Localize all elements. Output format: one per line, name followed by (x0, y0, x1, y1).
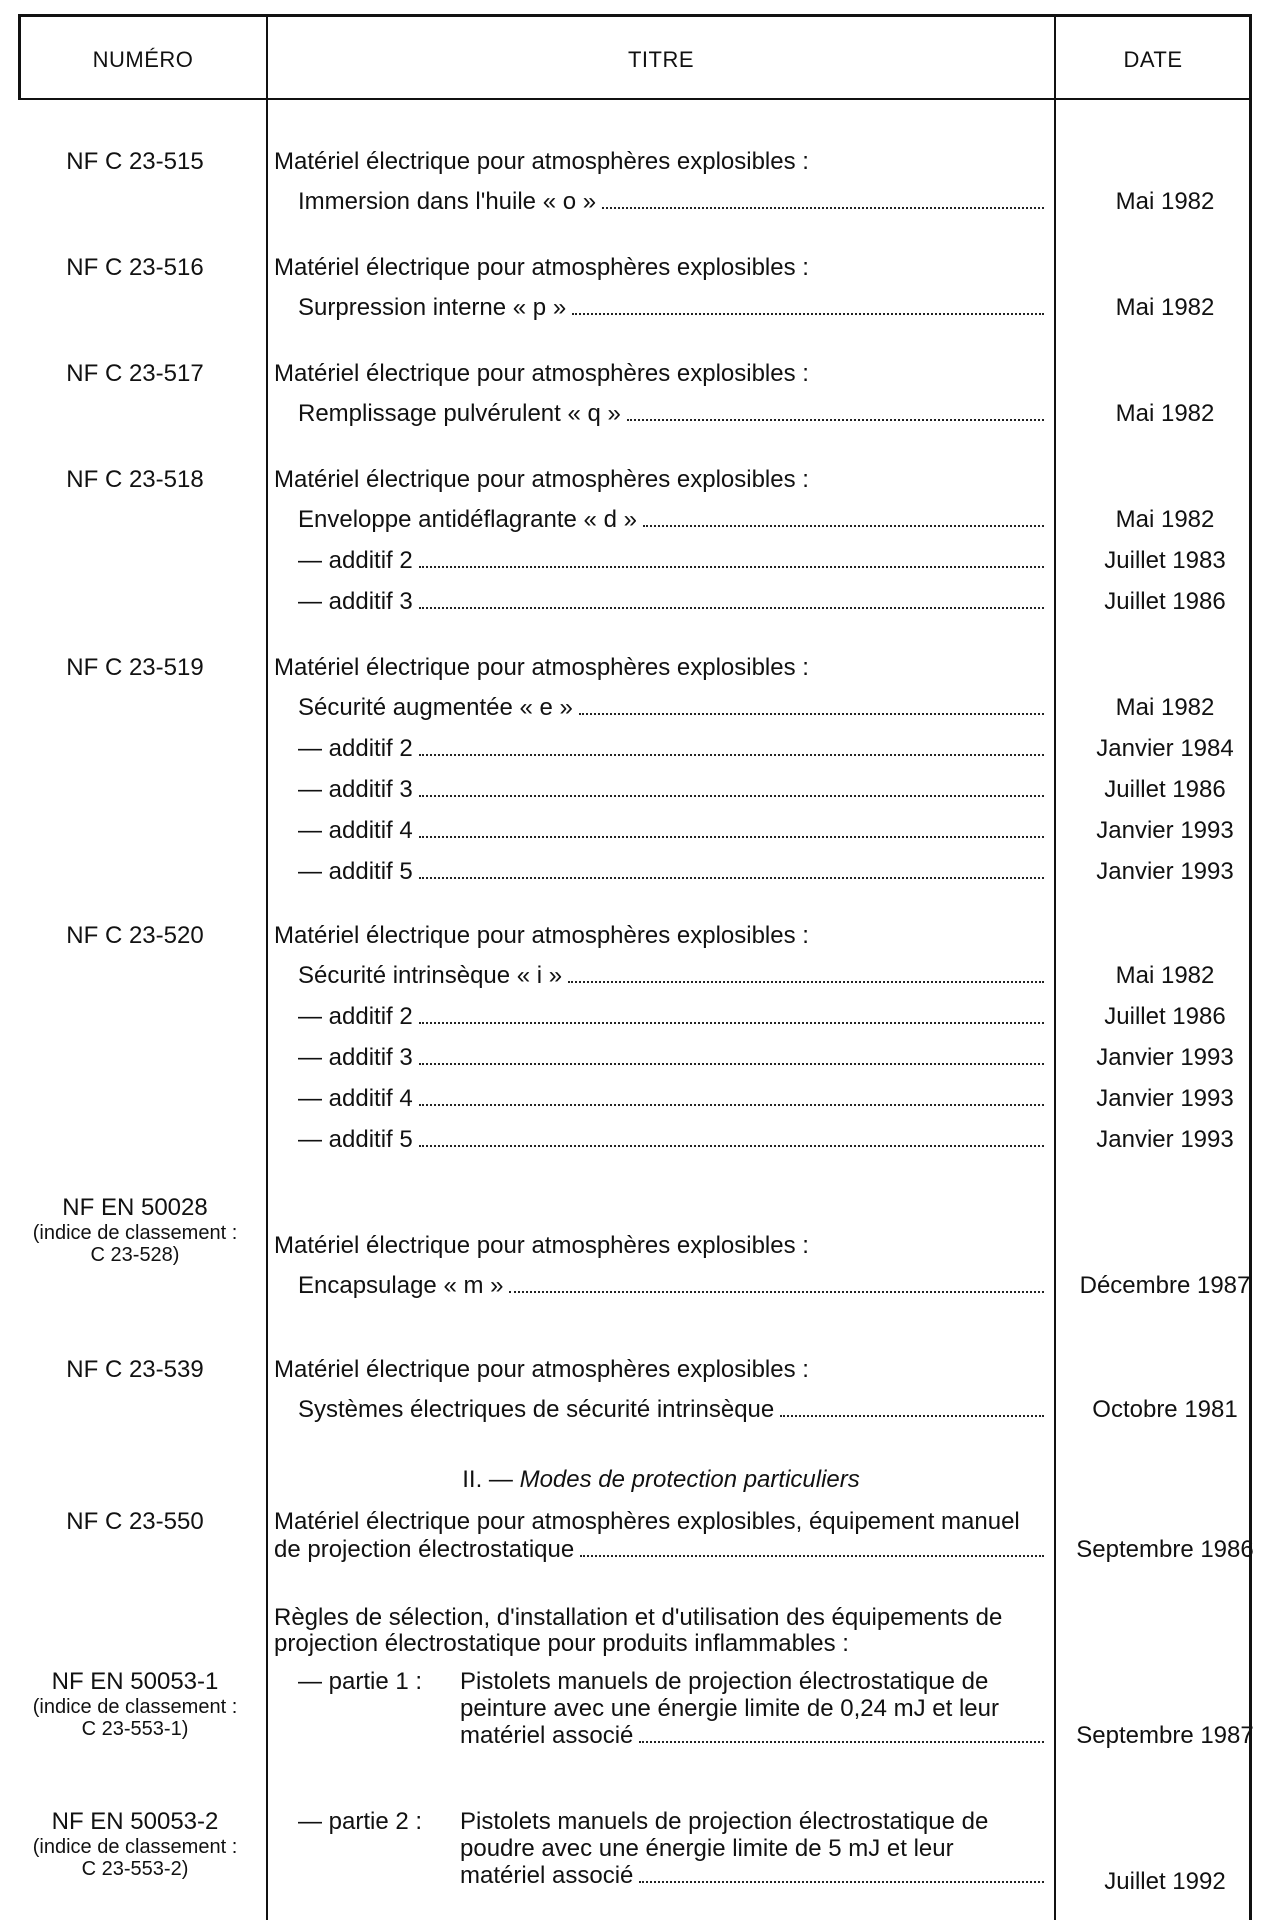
section-title (268, 1466, 1054, 1494)
part-line: poudre avec une énergie limite de 5 mJ et leur (460, 1835, 954, 1862)
numero-nf-c-23-519: NF C 23-519 (66, 654, 204, 681)
entry-line-text: Sécurité augmentée « e » (298, 694, 573, 721)
entry-line-text: — additif 5 (298, 858, 413, 885)
entry-line (298, 1044, 1046, 1072)
entry-line (298, 962, 1046, 990)
entry-date: Décembre 1987 (1079, 1272, 1251, 1299)
numero-nf-c-23-539: NF C 23-539 (66, 1356, 204, 1383)
dot-leader (419, 795, 1044, 797)
entry-line (298, 694, 1046, 722)
part-label: — partie 2 : (298, 1808, 423, 1835)
numero-indice-line: (indice de classement : (32, 1222, 238, 1244)
entry-line-text: — additif 3 (298, 776, 413, 803)
header-numero: NUMÉRO (92, 47, 194, 72)
numero-indice-line: C 23-553-2) (81, 1858, 189, 1880)
entry-line (298, 294, 1046, 322)
section-title-label: Modes de protection particuliers (519, 1466, 860, 1493)
numero-indice-line: (indice de classement : (32, 1696, 238, 1718)
part-date: Juillet 1992 (1104, 1868, 1226, 1895)
dot-leader (639, 1741, 1044, 1743)
entry-line (298, 188, 1046, 216)
entry-date: Mai 1982 (1115, 294, 1215, 321)
entry-line-text: — additif 3 (298, 1044, 413, 1071)
part-line (460, 1862, 1046, 1890)
entry-title: Matériel électrique pour atmosphères explosibles : (274, 654, 809, 681)
table-top-border (18, 14, 1252, 17)
column-divider-numero-titre (266, 14, 268, 1920)
entry-line (298, 1396, 1046, 1424)
section-title-prefix: II. — (462, 1466, 520, 1493)
rules-block-line1: Règles de sélection, d'installation et d'utilisation des équipements de (274, 1604, 1003, 1631)
dot-leader (419, 836, 1044, 838)
c23550-title-line2-text: de projection électrostatique (274, 1536, 575, 1563)
part-line: Pistolets manuels de projection électrostatique de (460, 1668, 989, 1695)
c23550-title-line1: Matériel électrique pour atmosphères explosibles, équipement manuel (274, 1508, 1020, 1535)
entry-line (298, 1272, 1046, 1300)
column-divider-titre-date (1054, 14, 1056, 1920)
dot-leader (572, 313, 1044, 315)
entry-date: Janvier 1984 (1096, 735, 1234, 762)
part-date: Septembre 1987 (1076, 1722, 1254, 1749)
c23550-date: Septembre 1986 (1076, 1536, 1254, 1563)
entry-line (298, 547, 1046, 575)
dot-leader (419, 1022, 1044, 1024)
entry-line-text: — additif 4 (298, 817, 413, 844)
entry-line-text: Remplissage pulvérulent « q » (298, 400, 621, 427)
entry-line (298, 776, 1046, 804)
numero-indice-line: C 23-528) (90, 1244, 180, 1266)
entry-line-text: — additif 2 (298, 547, 413, 574)
numero-nf-c-23-520: NF C 23-520 (66, 922, 204, 949)
dot-leader (419, 1063, 1044, 1065)
entry-line (298, 588, 1046, 616)
entry-line (298, 1126, 1046, 1154)
numero-nf-en-50053-2: NF EN 50053-2 (51, 1808, 219, 1835)
part-line-text: matériel associé (460, 1862, 634, 1889)
numero-indice-line: C 23-553-1) (81, 1718, 189, 1740)
header-titre: TITRE (627, 47, 695, 72)
numero-nf-en-50053-1: NF EN 50053-1 (51, 1668, 219, 1695)
entry-title: Matériel électrique pour atmosphères explosibles : (274, 466, 809, 493)
dot-leader (643, 525, 1044, 527)
dot-leader (419, 1104, 1044, 1106)
entry-line-text: Systèmes électriques de sécurité intrinsèque (298, 1396, 775, 1423)
entry-date: Janvier 1993 (1096, 1085, 1234, 1112)
table-header-separator (18, 98, 1252, 100)
entry-date: Mai 1982 (1115, 400, 1215, 427)
entry-line (298, 735, 1046, 763)
dot-leader (580, 1555, 1044, 1557)
numero-nf-c-23-516: NF C 23-516 (66, 254, 204, 281)
entry-line-text: — additif 3 (298, 588, 413, 615)
entry-date: Janvier 1993 (1096, 1044, 1234, 1071)
dot-leader (419, 877, 1044, 879)
header-date: DATE (1123, 47, 1183, 72)
entry-date: Juillet 1983 (1104, 547, 1226, 574)
entry-title: Matériel électrique pour atmosphères explosibles : (274, 1232, 809, 1259)
entry-date: Juillet 1986 (1104, 588, 1226, 615)
entry-title: Matériel électrique pour atmosphères explosibles : (274, 148, 809, 175)
entry-line-text: Surpression interne « p » (298, 294, 567, 321)
dot-leader (639, 1881, 1044, 1883)
entry-date: Janvier 1993 (1096, 858, 1234, 885)
entry-title: Matériel électrique pour atmosphères explosibles : (274, 1356, 809, 1383)
c23550-title-line2 (274, 1536, 1046, 1564)
part-label: — partie 1 : (298, 1668, 423, 1695)
numero-indice-line: (indice de classement : (32, 1836, 238, 1858)
dot-leader (419, 754, 1044, 756)
dot-leader (780, 1415, 1044, 1417)
entry-line-text: Sécurité intrinsèque « i » (298, 962, 563, 989)
entry-date: Mai 1982 (1115, 962, 1215, 989)
entry-line (298, 858, 1046, 886)
dot-leader (419, 1145, 1044, 1147)
entry-date: Mai 1982 (1115, 506, 1215, 533)
entry-date: Janvier 1993 (1096, 1126, 1234, 1153)
part-line: Pistolets manuels de projection électrostatique de (460, 1808, 989, 1835)
entry-line-text: — additif 2 (298, 1003, 413, 1030)
dot-leader (509, 1291, 1044, 1293)
part-line: peinture avec une énergie limite de 0,24 mJ et leur (460, 1695, 999, 1722)
entry-line-text: — additif 5 (298, 1126, 413, 1153)
entry-date: Juillet 1986 (1104, 1003, 1226, 1030)
entry-line (298, 1085, 1046, 1113)
dot-leader (568, 981, 1044, 983)
dot-leader (419, 566, 1044, 568)
entry-line-text: Enveloppe antidéflagrante « d » (298, 506, 637, 533)
entry-line (298, 1003, 1046, 1031)
part-line-text: matériel associé (460, 1722, 634, 1749)
numero-nf-en-50028: NF EN 50028 (62, 1194, 208, 1221)
entry-line-text: Encapsulage « m » (298, 1272, 504, 1299)
entry-line-text: Immersion dans l'huile « o » (298, 188, 597, 215)
numero-nf-c-23-550: NF C 23-550 (66, 1508, 204, 1535)
numero-nf-c-23-518: NF C 23-518 (66, 466, 204, 493)
dot-leader (627, 419, 1044, 421)
dot-leader (602, 207, 1044, 209)
dot-leader (419, 607, 1044, 609)
entry-date: Janvier 1993 (1096, 817, 1234, 844)
entry-date: Juillet 1986 (1104, 776, 1226, 803)
dot-leader (579, 713, 1044, 715)
entry-line-text: — additif 4 (298, 1085, 413, 1112)
entry-line (298, 506, 1046, 534)
entry-line (298, 817, 1046, 845)
entry-title: Matériel électrique pour atmosphères explosibles : (274, 254, 809, 281)
numero-nf-c-23-515: NF C 23-515 (66, 148, 204, 175)
entry-title: Matériel électrique pour atmosphères explosibles : (274, 360, 809, 387)
numero-nf-c-23-517: NF C 23-517 (66, 360, 204, 387)
rules-block-line2: projection électrostatique pour produits inflammables : (274, 1630, 849, 1657)
part-line (460, 1722, 1046, 1750)
entry-date: Octobre 1981 (1092, 1396, 1238, 1423)
entry-line (298, 400, 1046, 428)
entry-date: Mai 1982 (1115, 694, 1215, 721)
entry-title: Matériel électrique pour atmosphères explosibles : (274, 922, 809, 949)
entry-date: Mai 1982 (1115, 188, 1215, 215)
entry-line-text: — additif 2 (298, 735, 413, 762)
